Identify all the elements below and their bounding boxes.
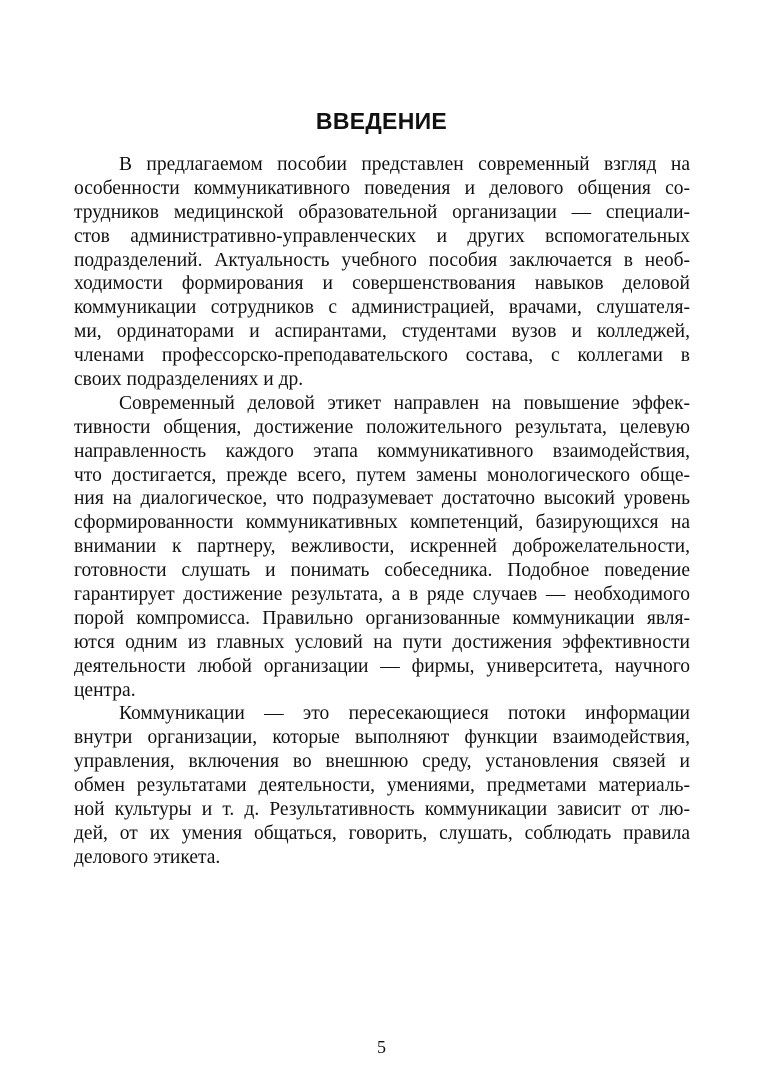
- text-line: направленность каждого этапа коммуникативного взаимодействия,: [74, 440, 690, 462]
- text-line: тивности общения, достижение положительного результата, целевую: [74, 416, 690, 438]
- paragraph: [74, 153, 690, 392]
- text-line: внутри организации, которые выполняют функции взаимодействия,: [74, 727, 690, 749]
- body-text: [74, 153, 690, 870]
- text-line: управления, включения во внешнюю среду, установления связей и: [74, 751, 690, 773]
- paragraph: [74, 702, 690, 869]
- page-title: ВВЕДЕНИЕ: [315, 108, 448, 134]
- text-line: коммуникации сотрудников с администрацией, врачами, слушателя-: [74, 297, 690, 319]
- text-line: членами профессорско-преподавательского состава, с коллегами в: [74, 345, 690, 367]
- text-line: подразделений. Актуальность учебного пособия заключается в необ-: [74, 249, 690, 271]
- text-line: ми, ординаторами и аспирантами, студентами вузов и колледжей,: [74, 321, 690, 343]
- text-line: деятельности любой организации — фирмы, университета, научного: [74, 655, 690, 677]
- text-line: ются одним из главных условий на пути достижения эффективности: [74, 631, 690, 653]
- text-line: трудников медицинской образовательной организации — специали-: [74, 201, 690, 223]
- text-line: внимании к партнеру, вежливости, искренней доброжелательности,: [74, 536, 690, 558]
- text-line: стов административно-управленческих и других вспомогательных: [74, 225, 690, 247]
- text-line: дей, от их умения общаться, говорить, слушать, соблюдать правила: [74, 822, 690, 844]
- text-line: своих подразделениях и др.: [74, 369, 304, 391]
- text-line: ной культуры и т. д. Результативность коммуникации зависит от лю-: [74, 799, 690, 821]
- text-line: центра.: [74, 679, 136, 701]
- text-line: делового этикета.: [74, 846, 221, 868]
- text-line: ния на диалогическое, что подразумевает достаточно высокий уровень: [74, 488, 690, 510]
- text-line: особенности коммуникативного поведения и делового общения со-: [74, 177, 690, 199]
- text-line: готовности слушать и понимать собеседника. Подобное поведение: [74, 560, 690, 582]
- paragraph: [74, 392, 690, 703]
- text-line: В предлагаемом пособии представлен современный взгляд на: [119, 154, 690, 175]
- text-line: ходимости формирования и совершенствования навыков деловой: [74, 273, 690, 295]
- text-line: обмен результатами деятельности, умениями, предметами материаль-: [74, 775, 690, 797]
- text-line: что достигается, прежде всего, путем замены монологического обще-: [74, 464, 690, 486]
- text-line: сформированности коммуникативных компетенций, базирующихся на: [74, 512, 690, 534]
- page-number: 5: [377, 1037, 386, 1057]
- text-line: гарантирует достижение результата, а в ряде случаев — необходимого: [74, 584, 690, 606]
- text-line: Современный деловой этикет направлен на повышение эффек-: [119, 392, 690, 414]
- text-line: Коммуникации — это пересекающиеся потоки информации: [119, 703, 690, 725]
- text-line: порой компромисса. Правильно организованные коммуникации явля-: [74, 607, 690, 629]
